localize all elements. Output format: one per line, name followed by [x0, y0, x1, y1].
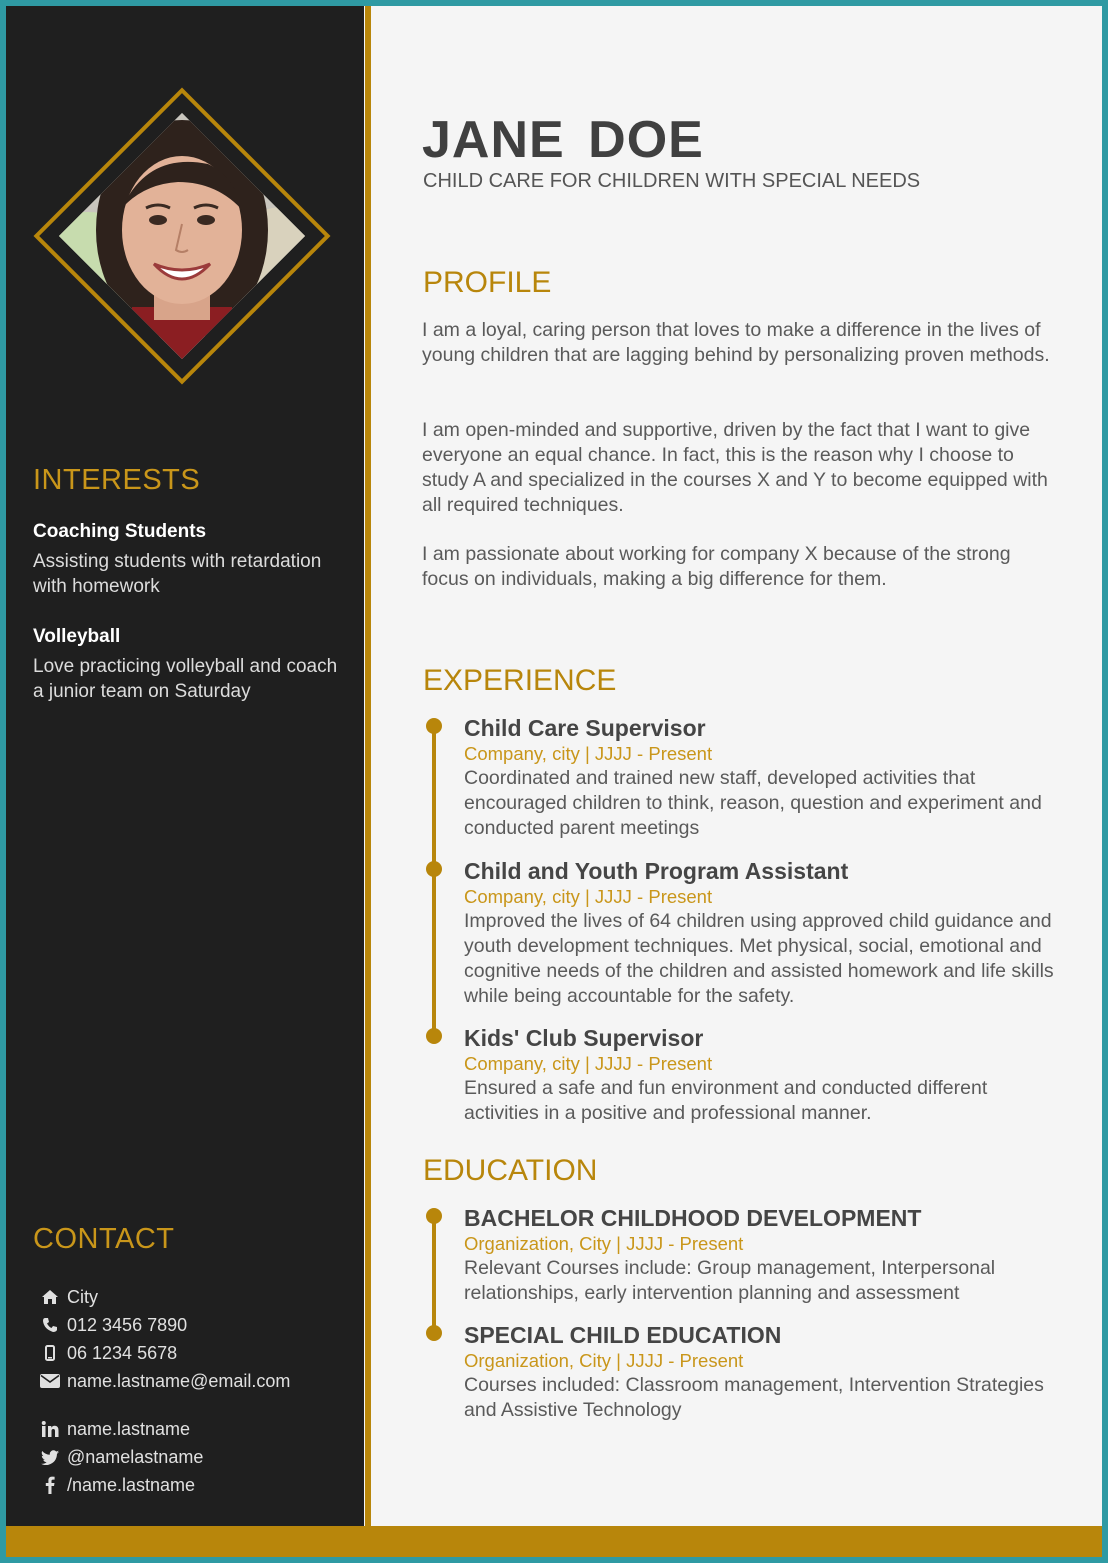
contact-linkedin — [39, 1415, 349, 1443]
degree-title: BACHELOR CHILDHOOD DEVELOPMENT — [464, 1205, 922, 1231]
education-item — [422, 1321, 1062, 1423]
job-company: Company, city | JJJJ - Present — [464, 743, 713, 764]
degree-description: Relevant Courses include: Group management, Interpersonal relationships, early intervention planning and assessment — [464, 1257, 996, 1304]
experience-item — [422, 857, 1062, 1009]
profile-paragraph: I am open-minded and supportive, driven by the fact that I want to give everyone an equal chance. In fact, this is the reason why I choose to study A and specialized in the courses X and Y to become equipped with all required techniques. — [422, 419, 1048, 516]
job-company: Company, city | JJJJ - Present — [464, 1053, 713, 1074]
job-title: Kids' Club Supervisor — [464, 1025, 704, 1051]
envelope-icon — [39, 1371, 61, 1391]
sidebar-divider — [365, 6, 371, 1526]
bottom-accent-bar — [6, 1526, 1102, 1557]
degree-organization: Organization, City | JJJJ - Present — [464, 1233, 744, 1254]
profile-paragraph: I am a loyal, caring person that loves to make a difference in the lives of young children that are lagging behind by personalizing proven methods. — [422, 319, 1050, 366]
facebook-icon — [39, 1475, 61, 1495]
job-description: Coordinated and trained new staff, developed activities that encouraged children to think, reason, question and experiment and conducted parent meetings — [464, 767, 1042, 839]
education-heading: EDUCATION — [423, 1154, 598, 1187]
degree-description: Courses included: Classroom management, Intervention Strategies and Assistive Technology — [464, 1374, 1044, 1421]
contact-facebook-text[interactable]: /name.lastname — [67, 1474, 196, 1495]
contact-phone-text[interactable]: 012 3456 7890 — [67, 1314, 188, 1335]
interest-description: Assisting students with retardation with homework — [33, 551, 322, 597]
contact-twitter-text[interactable]: @namelastname — [67, 1446, 204, 1467]
degree-organization: Organization, City | JJJJ - Present — [464, 1350, 744, 1371]
timeline-dot — [426, 1325, 442, 1341]
home-icon — [39, 1287, 61, 1307]
contact-email — [39, 1367, 349, 1395]
timeline-dot — [426, 1208, 442, 1224]
timeline-dot — [426, 861, 442, 877]
contact-mobile-text[interactable]: 06 1234 5678 — [67, 1342, 178, 1363]
candidate-role: CHILD CARE FOR CHILDREN WITH SPECIAL NEEDS — [423, 170, 921, 192]
contact-twitter — [39, 1443, 349, 1471]
interest-item — [33, 626, 343, 704]
timeline-dot — [426, 718, 442, 734]
timeline-dot — [426, 1028, 442, 1044]
phone-icon — [39, 1315, 61, 1335]
degree-title: SPECIAL CHILD EDUCATION — [464, 1322, 782, 1348]
experience-item — [422, 1024, 1062, 1126]
profile-heading: PROFILE — [423, 266, 552, 299]
job-title: Child Care Supervisor — [464, 715, 706, 741]
resume-page — [6, 6, 1102, 1557]
job-title: Child and Youth Program Assistant — [464, 858, 849, 884]
contact-list — [39, 1283, 349, 1499]
interests-heading: INTERESTS — [33, 464, 201, 496]
contact-heading: CONTACT — [33, 1223, 175, 1255]
contact-phone — [39, 1311, 349, 1339]
contact-mobile — [39, 1339, 349, 1367]
interest-item — [33, 521, 343, 599]
experience-item — [422, 714, 1062, 841]
interest-title: Volleyball — [33, 626, 121, 647]
linkedin-icon — [39, 1419, 61, 1439]
candidate-name: JANE DOE — [422, 111, 704, 169]
job-description: Improved the lives of 64 children using approved child guidance and youth development techniques. Met physical, social, emotional and cognitive needs of the children and assisted homework and life skills while being accountable for the safety. — [464, 910, 1054, 1007]
education-item — [422, 1204, 1062, 1306]
mobile-icon — [39, 1343, 61, 1363]
job-company: Company, city | JJJJ - Present — [464, 886, 713, 907]
contact-city — [39, 1283, 349, 1311]
profile-paragraph: I am passionate about working for company X because of the strong focus on individuals, making a big difference for them. — [422, 543, 1011, 590]
interest-title: Coaching Students — [33, 521, 207, 542]
contact-linkedin-text[interactable]: name.lastname — [67, 1418, 191, 1439]
job-description: Ensured a safe and fun environment and conducted different activities in a positive and professional manner. — [464, 1077, 988, 1124]
contact-city-text: City — [67, 1286, 98, 1307]
contact-email-text[interactable]: name.lastname@email.com — [67, 1370, 291, 1391]
interest-description: Love practicing volleyball and coach a junior team on Saturday — [33, 656, 338, 702]
twitter-icon — [39, 1447, 61, 1467]
contact-facebook — [39, 1471, 349, 1499]
experience-heading: EXPERIENCE — [423, 664, 617, 697]
